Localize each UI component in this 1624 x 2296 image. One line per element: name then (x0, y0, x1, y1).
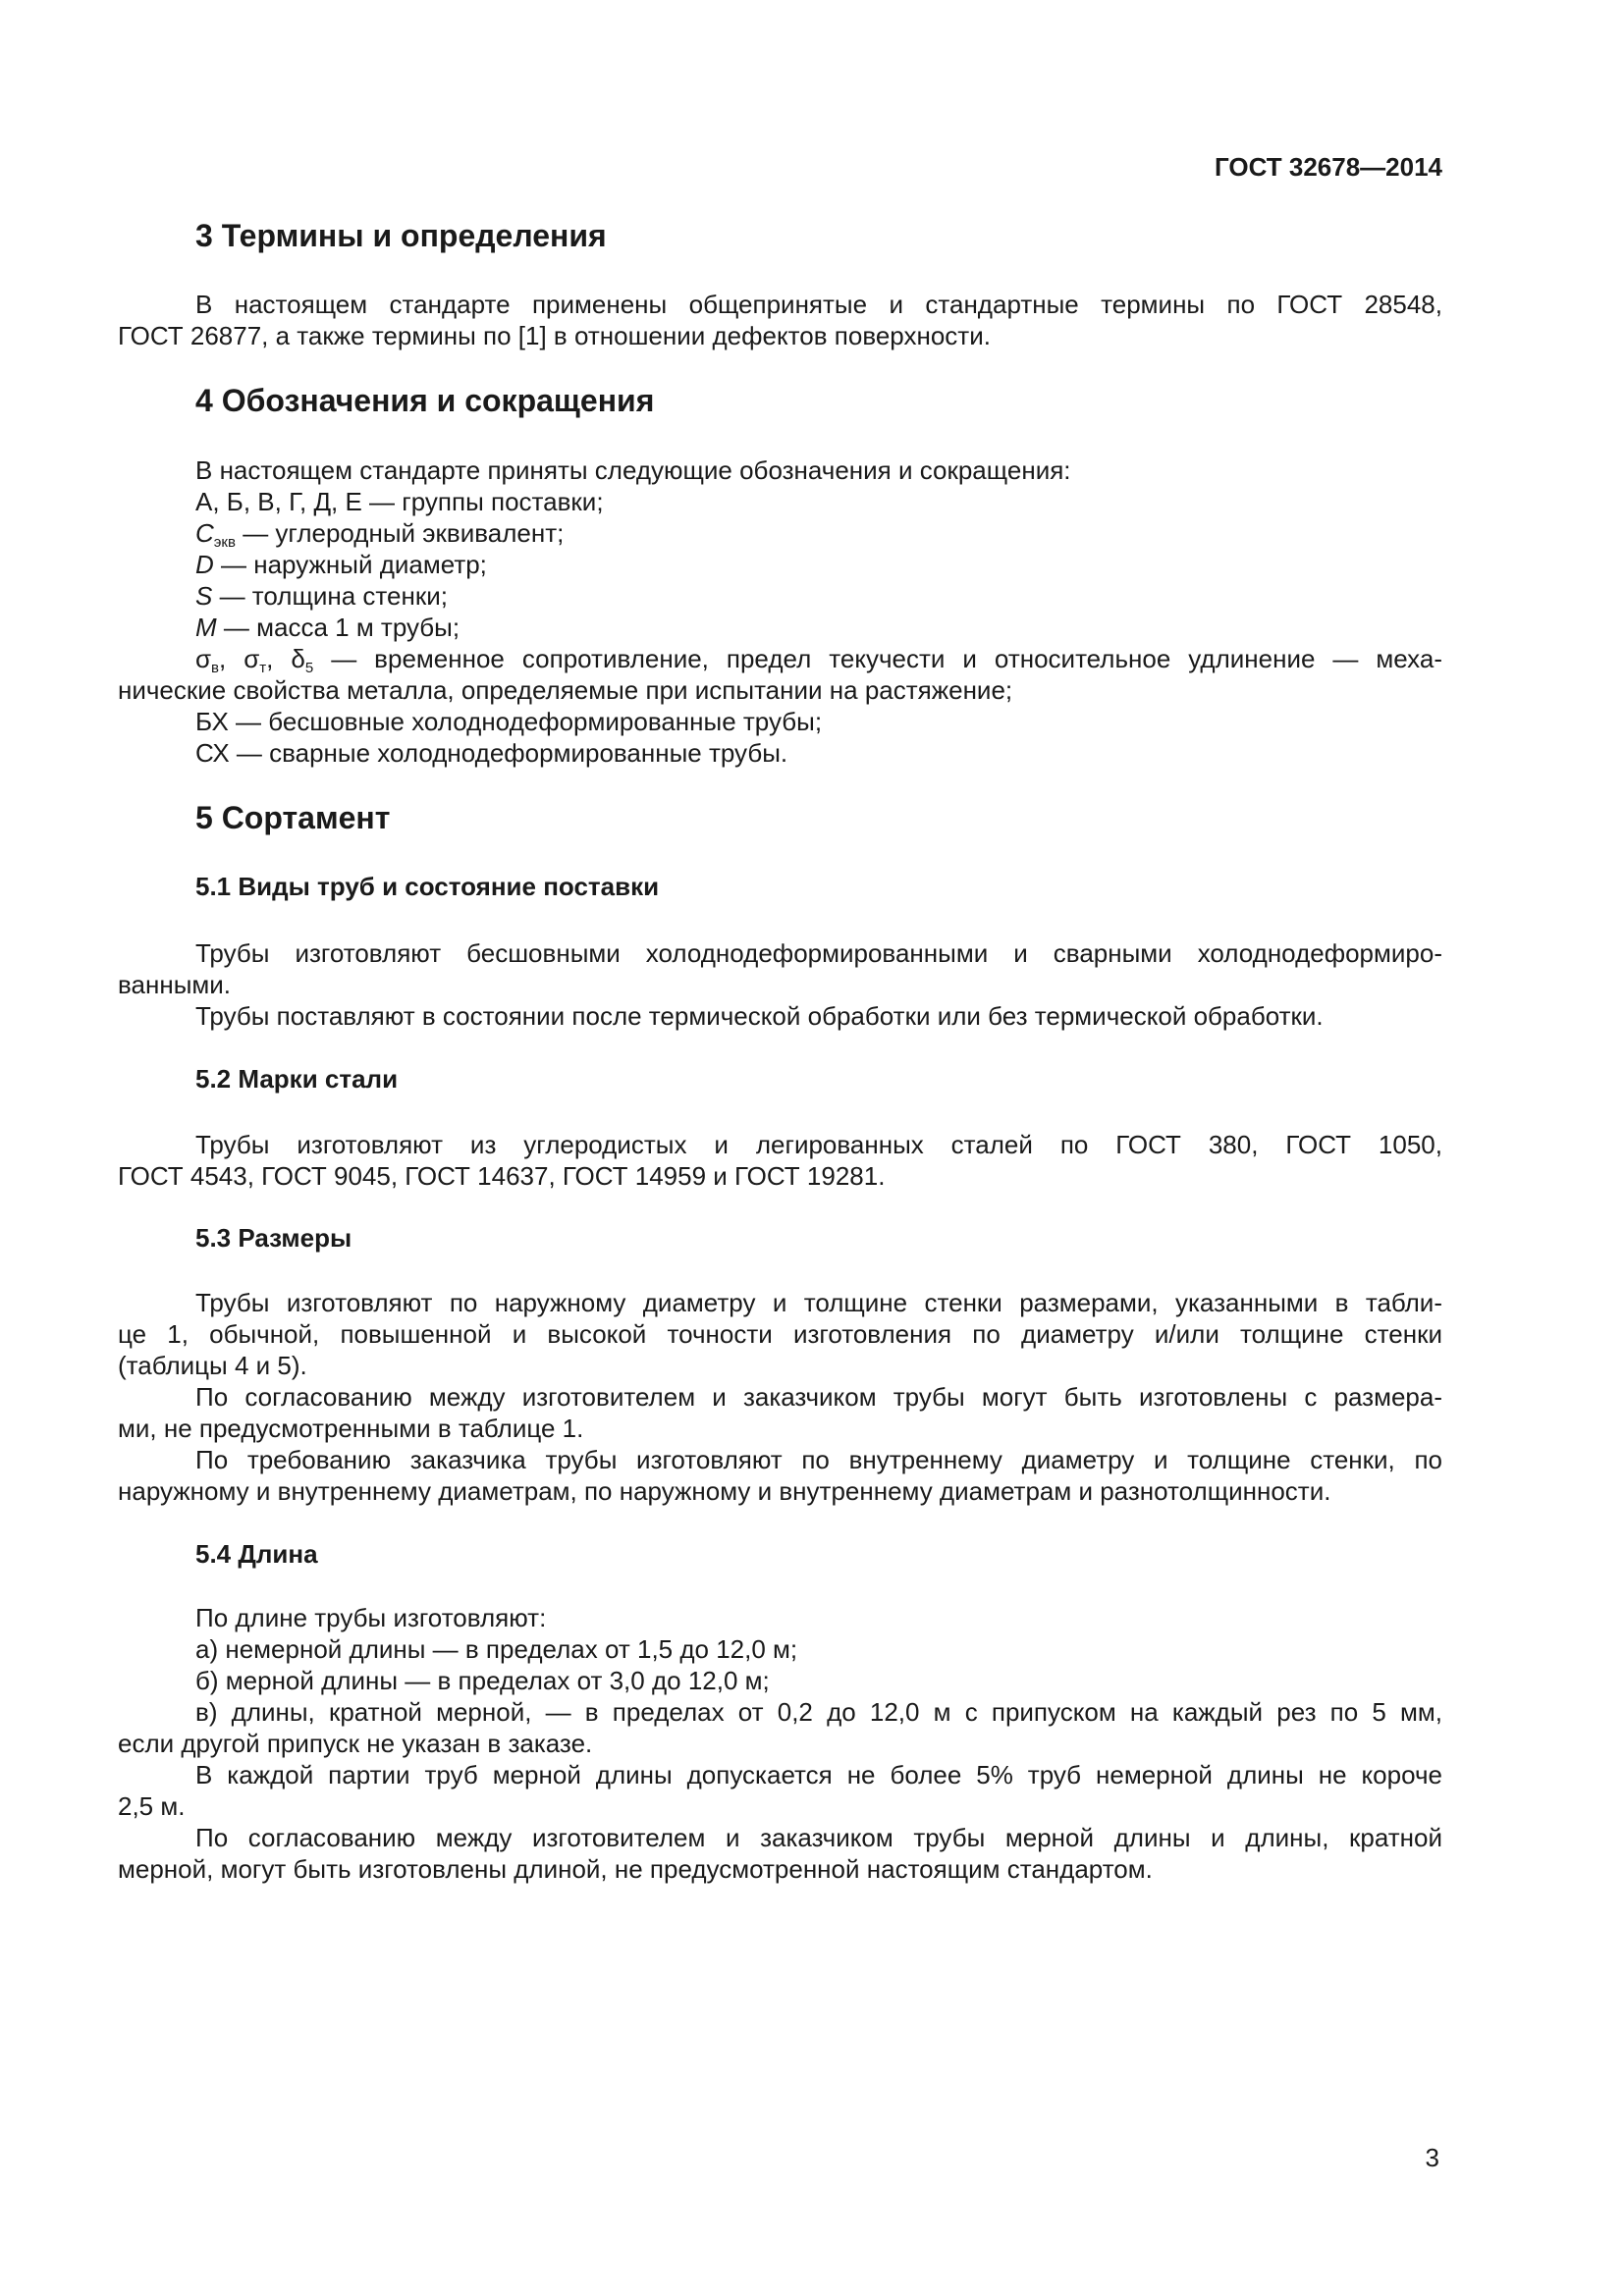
s54-line: б) мерной длины — в пределах от 3,0 до 12,0 м; (195, 1666, 770, 1695)
s4-wall-thickness (195, 580, 448, 612)
s53-line: це 1, обычной, повышенной и высокой точности изготовления по диаметру и/или толщине стенки (118, 1319, 1442, 1349)
s52-line: Трубы изготовляют из углеродистых и легированных сталей по ГОСТ 380, ГОСТ 1050, (195, 1130, 1442, 1159)
s51-line: ванными. (118, 970, 232, 999)
s54-line: мерной, могут быть изготовлены длиной, не предусмотренной настоящим стандартом. (118, 1854, 1153, 1884)
s54-line: 2,5 м. (118, 1791, 186, 1821)
mech-text: — временное сопротивление, предел текучести и относительное удлинение — меха- (313, 644, 1442, 673)
s3-paragraph-line: ГОСТ 26877, а также термины по [1] в отношении дефектов поверхности. (118, 321, 991, 350)
s4-bx: БХ — бесшовные холоднодеформированные трубы; (195, 707, 823, 736)
sigma-b-subscript: в (211, 660, 220, 676)
s53-line: (таблицы 4 и 5). (118, 1351, 307, 1380)
subsection-5-4-heading: 5.4 Длина (195, 1539, 318, 1569)
s53-line: наружному и внутреннему диаметрам, по наружному и внутреннему диаметрам и разнотолщинности. (118, 1476, 1331, 1506)
s4-mechanical-continuation: нические свойства металла, определяемые при испытании на растяжение; (118, 675, 1013, 705)
sigma-t-symbol: σ (244, 644, 260, 673)
s53-line: Трубы изготовляют по наружному диаметру и толщине стенки размерами, указанными в табли- (195, 1288, 1442, 1317)
s54-line: в) длины, кратной мерной, — в пределах от 0,2 до 12,0 м с припуском на каждый рез по 5 мм, (195, 1697, 1442, 1727)
subsection-5-1-heading: 5.1 Виды труб и состояние поставки (195, 872, 660, 901)
s4-cx: СХ — сварные холоднодеформированные трубы. (195, 738, 788, 768)
s4-carbon-equivalent (195, 517, 564, 549)
s52-line: ГОСТ 4543, ГОСТ 9045, ГОСТ 14637, ГОСТ 14959 и ГОСТ 19281. (118, 1161, 886, 1191)
d-text: — наружный диаметр; (213, 550, 487, 579)
s54-line: а) немерной длины — в пределах от 1,5 до 12,0 м; (195, 1634, 798, 1664)
s-text: — толщина стенки; (212, 581, 448, 611)
s4-outer-diameter (195, 549, 487, 580)
s54-line: если другой припуск не указан в заказе. (118, 1729, 593, 1758)
s53-line: По требованию заказчика трубы изготовляют по внутреннему диаметру и толщине стенки, по (195, 1445, 1442, 1474)
document-code-header: ГОСТ 32678—2014 (1215, 152, 1442, 182)
section-3-heading: 3 Термины и определения (195, 218, 607, 253)
s53-line: По согласованию между изготовителем и заказчиком трубы могут быть изготовлены с размера- (195, 1382, 1442, 1412)
s-symbol: S (195, 581, 213, 611)
section-5-heading: 5 Сортамент (195, 800, 391, 835)
s51-line: Трубы изготовляют бесшовными холоднодеформированными и сварными холоднодеформиро- (195, 938, 1442, 968)
s54-line: В каждой партии труб мерной длины допускается не более 5% труб немерной длины не короче (195, 1760, 1442, 1789)
s53-line: ми, не предусмотренными в таблице 1. (118, 1414, 584, 1443)
c-symbol: C (195, 518, 214, 548)
m-text: — масса 1 м трубы; (216, 613, 460, 642)
sigma-t-subscript: т (259, 660, 267, 676)
delta-symbol: δ (291, 644, 305, 673)
s4-mass (195, 612, 460, 643)
c-text: — углеродный эквивалент; (235, 518, 565, 548)
s54-line: По длине трубы изготовляют: (195, 1603, 547, 1632)
c-subscript: экв (213, 534, 236, 551)
s4-mechanical-properties: $\sigma_в$, $\sigma_т$, $\delta_5$ — временное сопротивление, предел текучести и относительное удлинение — меха- (195, 644, 1442, 676)
s4-groups: А, Б, В, Г, Д, Е — группы поставки; (195, 487, 604, 516)
subsection-5-3-heading: 5.3 Размеры (195, 1223, 352, 1253)
d-symbol: D (195, 550, 214, 579)
sigma-b-symbol: σ (195, 644, 212, 673)
m-symbol: M (195, 613, 217, 642)
s4-intro: В настоящем стандарте приняты следующие обозначения и сокращения: (195, 455, 1071, 485)
subsection-5-2-heading: 5.2 Марки стали (195, 1064, 399, 1094)
section-4-heading: 4 Обозначения и сокращения (195, 383, 655, 418)
page-number: 3 (1425, 2143, 1439, 2172)
s54-line: По согласованию между изготовителем и заказчиком трубы мерной длины и длины, кратной (195, 1823, 1442, 1852)
s51-line: Трубы поставляют в состоянии после термической обработки или без термической обработки. (195, 1001, 1324, 1031)
delta-subscript: 5 (304, 660, 314, 676)
s3-paragraph-line: В настоящем стандарте применены общепринятые и стандартные термины по ГОСТ 28548, (195, 290, 1442, 319)
